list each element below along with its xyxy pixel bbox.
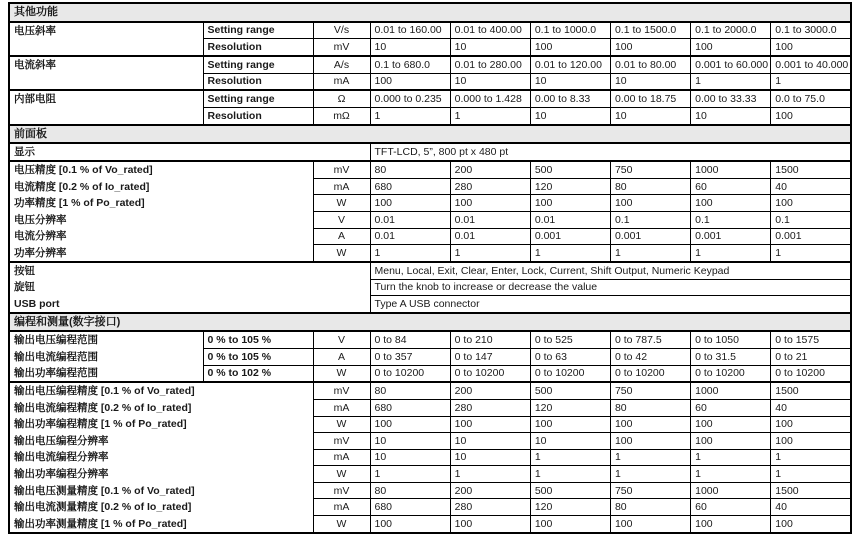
value-cell: 0.01 xyxy=(530,212,610,229)
param-label: 输出电流编程精度 [0.2 % of Io_rated] xyxy=(9,400,313,417)
param-label: 按钮 xyxy=(9,262,370,279)
unit-cell: mV xyxy=(313,433,370,450)
value-cell: 1 xyxy=(450,108,530,125)
param-label: 旋钮 xyxy=(9,279,370,296)
section-header: 其他功能 xyxy=(9,3,851,22)
value-cell: 100 xyxy=(771,433,851,450)
value-cell: 0.00 to 18.75 xyxy=(610,90,690,107)
value-cell: 0.00 to 33.33 xyxy=(691,90,771,107)
sub-label: Setting range xyxy=(203,22,313,39)
value-cell: 200 xyxy=(450,482,530,499)
unit-cell: mA xyxy=(313,449,370,466)
unit-cell: mV xyxy=(313,382,370,399)
value-cell: 100 xyxy=(530,195,610,212)
value-cell: 1 xyxy=(691,245,771,262)
section-header: 前面板 xyxy=(9,125,851,144)
value-cell: 80 xyxy=(370,382,450,399)
value-cell: 10 xyxy=(370,449,450,466)
value-cell: 0.0 to 75.0 xyxy=(771,90,851,107)
value-cell: 60 xyxy=(691,499,771,516)
param-label: 输出功率编程分辨率 xyxy=(9,466,313,483)
value-cell: 750 xyxy=(610,161,690,178)
param-label: 输出电压编程范围 xyxy=(9,331,203,348)
value-cell: 0.1 xyxy=(691,212,771,229)
spec-row xyxy=(9,400,851,417)
unit-cell: mA xyxy=(313,400,370,417)
value-cell: 0 to 147 xyxy=(450,349,530,366)
value-cell: 1 xyxy=(771,73,851,90)
value-cell: 0.1 to 680.0 xyxy=(370,56,450,73)
unit-cell: W xyxy=(313,365,370,382)
value-cell: 0.1 to 1500.0 xyxy=(610,22,690,39)
section-row xyxy=(9,313,851,332)
value-cell: 200 xyxy=(450,161,530,178)
unit-cell: mΩ xyxy=(313,108,370,125)
value-cell: 0.001 xyxy=(691,228,771,245)
value-cell: 1 xyxy=(610,245,690,262)
param-label: 输出电压编程精度 [0.1 % of Vo_rated] xyxy=(9,382,313,399)
unit-cell: mV xyxy=(313,161,370,178)
param-label: 功率精度 [1 % of Po_rated] xyxy=(9,195,313,212)
value-cell: 0 to 210 xyxy=(450,331,530,348)
value-cell: 0.1 to 1000.0 xyxy=(530,22,610,39)
spec-row xyxy=(9,449,851,466)
value-cell: 0.01 xyxy=(450,228,530,245)
value-cell: 750 xyxy=(610,482,690,499)
value-cell: 80 xyxy=(610,400,690,417)
param-label: 输出功率测量精度 [1 % of Po_rated] xyxy=(9,515,313,533)
spec-row xyxy=(9,143,851,161)
value-cell: 0.01 xyxy=(450,212,530,229)
value-cell: 100 xyxy=(530,39,610,56)
spec-row xyxy=(9,382,851,399)
sub-label: 0 % to 105 % xyxy=(203,331,313,348)
value-cell: 100 xyxy=(610,195,690,212)
section-row xyxy=(9,3,851,22)
unit-cell: W xyxy=(313,515,370,533)
value-cell: 280 xyxy=(450,178,530,195)
unit-cell: mV xyxy=(313,482,370,499)
value-cell: 80 xyxy=(370,482,450,499)
param-label: 输出电流编程分辨率 xyxy=(9,449,313,466)
value-cell: 100 xyxy=(610,515,690,533)
value-cell: 1 xyxy=(610,449,690,466)
value-cell: 0 to 10200 xyxy=(691,365,771,382)
section-header: 编程和测量(数字接口) xyxy=(9,313,851,332)
spec-row xyxy=(9,499,851,516)
sub-label: 0 % to 102 % xyxy=(203,365,313,382)
value-cell: 100 xyxy=(771,108,851,125)
value-cell: 100 xyxy=(450,515,530,533)
sub-label: Resolution xyxy=(203,39,313,56)
value-cell: 1 xyxy=(370,108,450,125)
param-label: 输出电流测量精度 [0.2 % of Io_rated] xyxy=(9,499,313,516)
value-cell: 1 xyxy=(610,466,690,483)
spec-row xyxy=(9,433,851,450)
spec-row xyxy=(9,22,851,39)
value-cell: 0 to 10200 xyxy=(530,365,610,382)
value-cell: 750 xyxy=(610,382,690,399)
value-cell: 100 xyxy=(610,39,690,56)
value-cell: 60 xyxy=(691,178,771,195)
value-cell: 1 xyxy=(370,245,450,262)
value-cell: 0 to 10200 xyxy=(771,365,851,382)
sub-label: Resolution xyxy=(203,73,313,90)
value-cell: 80 xyxy=(610,178,690,195)
value-cell: 100 xyxy=(450,416,530,433)
value-cell: 0.01 to 120.00 xyxy=(530,56,610,73)
value-cell: 0.001 to 40.000 xyxy=(771,56,851,73)
value-cell: 1 xyxy=(530,245,610,262)
unit-cell: mA xyxy=(313,499,370,516)
value-cell: 0.01 xyxy=(370,228,450,245)
value-cell: 0.1 to 3000.0 xyxy=(771,22,851,39)
value-cell: 500 xyxy=(530,382,610,399)
value-cell: 100 xyxy=(691,433,771,450)
value-cell: 0.001 xyxy=(610,228,690,245)
spec-row xyxy=(9,279,851,296)
value-cell: 100 xyxy=(771,195,851,212)
value-cell: Turn the knob to increase or decrease the value xyxy=(370,279,851,296)
param-label: 输出电流编程范围 xyxy=(9,349,203,366)
value-cell: Menu, Local, Exit, Clear, Enter, Lock, Current, Shift Output, Numeric Keypad xyxy=(370,262,851,279)
param-label: 电流精度 [0.2 % of Io_rated] xyxy=(9,178,313,195)
value-cell: 1500 xyxy=(771,482,851,499)
spec-row xyxy=(9,161,851,178)
value-cell: 100 xyxy=(530,515,610,533)
spec-row xyxy=(9,482,851,499)
value-cell: 100 xyxy=(691,416,771,433)
value-cell: 100 xyxy=(610,416,690,433)
param-label: 输出功率编程范围 xyxy=(9,365,203,382)
param-label: 显示 xyxy=(9,143,370,161)
value-cell: 1500 xyxy=(771,161,851,178)
spec-row xyxy=(9,228,851,245)
unit-cell: V/s xyxy=(313,22,370,39)
value-cell: 120 xyxy=(530,499,610,516)
unit-cell: mA xyxy=(313,73,370,90)
param-label: 电压分辨率 xyxy=(9,212,313,229)
spec-row xyxy=(9,466,851,483)
spec-row xyxy=(9,245,851,262)
param-label: 输出功率编程精度 [1 % of Po_rated] xyxy=(9,416,313,433)
value-cell: 40 xyxy=(771,178,851,195)
value-cell: 0 to 787.5 xyxy=(610,331,690,348)
value-cell: 0 to 21 xyxy=(771,349,851,366)
value-cell: 10 xyxy=(530,73,610,90)
value-cell: 0 to 1575 xyxy=(771,331,851,348)
value-cell: 10 xyxy=(450,449,530,466)
unit-cell: W xyxy=(313,245,370,262)
value-cell: 1 xyxy=(691,466,771,483)
value-cell: 100 xyxy=(370,416,450,433)
param-label: 电流分辨率 xyxy=(9,228,313,245)
spec-row xyxy=(9,296,851,313)
value-cell: 100 xyxy=(691,515,771,533)
value-cell: 680 xyxy=(370,178,450,195)
value-cell: 100 xyxy=(691,39,771,56)
param-label: 电压斜率 xyxy=(9,22,203,56)
sub-label: Setting range xyxy=(203,56,313,73)
value-cell: 10 xyxy=(610,73,690,90)
spec-row xyxy=(9,416,851,433)
value-cell: 1 xyxy=(771,245,851,262)
value-cell: 10 xyxy=(610,108,690,125)
value-cell: 10 xyxy=(370,39,450,56)
value-cell: 120 xyxy=(530,400,610,417)
value-cell: 0.000 to 0.235 xyxy=(370,90,450,107)
value-cell: 40 xyxy=(771,400,851,417)
value-cell: 0.01 xyxy=(370,212,450,229)
value-cell: 0.1 xyxy=(771,212,851,229)
value-cell: TFT-LCD, 5”, 800 pt x 480 pt xyxy=(370,143,851,161)
value-cell: 100 xyxy=(771,515,851,533)
value-cell: 1000 xyxy=(691,382,771,399)
unit-cell: A xyxy=(313,349,370,366)
param-label: USB port xyxy=(9,296,370,313)
value-cell: 200 xyxy=(450,382,530,399)
value-cell: 0 to 357 xyxy=(370,349,450,366)
value-cell: 0 to 10200 xyxy=(450,365,530,382)
value-cell: 80 xyxy=(370,161,450,178)
value-cell: 1 xyxy=(370,466,450,483)
value-cell: 80 xyxy=(610,499,690,516)
unit-cell: A xyxy=(313,228,370,245)
unit-cell: V xyxy=(313,331,370,348)
unit-cell: W xyxy=(313,466,370,483)
value-cell: 1 xyxy=(530,449,610,466)
value-cell: 1 xyxy=(530,466,610,483)
value-cell: 0 to 63 xyxy=(530,349,610,366)
spec-table xyxy=(8,2,852,534)
value-cell: 0.01 to 160.00 xyxy=(370,22,450,39)
value-cell: 1 xyxy=(450,466,530,483)
value-cell: 0 to 84 xyxy=(370,331,450,348)
value-cell: 100 xyxy=(771,416,851,433)
spec-row xyxy=(9,195,851,212)
value-cell: 280 xyxy=(450,499,530,516)
value-cell: 1 xyxy=(450,245,530,262)
param-label: 输出电压编程分辨率 xyxy=(9,433,313,450)
value-cell: 0.1 to 2000.0 xyxy=(691,22,771,39)
sub-label: 0 % to 105 % xyxy=(203,349,313,366)
value-cell: 0.01 to 280.00 xyxy=(450,56,530,73)
sub-label: Setting range xyxy=(203,90,313,107)
value-cell: 1 xyxy=(771,449,851,466)
value-cell: 0.000 to 1.428 xyxy=(450,90,530,107)
value-cell: 0.01 to 400.00 xyxy=(450,22,530,39)
spec-row xyxy=(9,331,851,348)
value-cell: 0 to 525 xyxy=(530,331,610,348)
value-cell: 100 xyxy=(370,515,450,533)
unit-cell: V xyxy=(313,212,370,229)
value-cell: 0.001 to 60.000 xyxy=(691,56,771,73)
value-cell: 120 xyxy=(530,178,610,195)
value-cell: 1 xyxy=(691,73,771,90)
value-cell: 0 to 31.5 xyxy=(691,349,771,366)
unit-cell: W xyxy=(313,195,370,212)
unit-cell: A/s xyxy=(313,56,370,73)
unit-cell: W xyxy=(313,416,370,433)
value-cell: 100 xyxy=(771,39,851,56)
value-cell: 1500 xyxy=(771,382,851,399)
value-cell: 500 xyxy=(530,161,610,178)
spec-row xyxy=(9,56,851,73)
value-cell: 100 xyxy=(450,195,530,212)
section-row xyxy=(9,125,851,144)
value-cell: 1 xyxy=(691,449,771,466)
param-label: 电流斜率 xyxy=(9,56,203,90)
value-cell: 680 xyxy=(370,400,450,417)
value-cell: 0.001 xyxy=(771,228,851,245)
unit-cell: Ω xyxy=(313,90,370,107)
value-cell: 60 xyxy=(691,400,771,417)
value-cell: 0 to 10200 xyxy=(370,365,450,382)
value-cell: 0 to 42 xyxy=(610,349,690,366)
value-cell: 0 to 10200 xyxy=(610,365,690,382)
value-cell: 10 xyxy=(530,433,610,450)
param-label: 电压精度 [0.1 % of Vo_rated] xyxy=(9,161,313,178)
spec-row xyxy=(9,515,851,533)
value-cell: 10 xyxy=(530,108,610,125)
value-cell: 280 xyxy=(450,400,530,417)
value-cell: 0.00 to 8.33 xyxy=(530,90,610,107)
spec-row xyxy=(9,90,851,107)
value-cell: 1 xyxy=(771,466,851,483)
value-cell: Type A USB connector xyxy=(370,296,851,313)
value-cell: 0 to 1050 xyxy=(691,331,771,348)
value-cell: 40 xyxy=(771,499,851,516)
spec-row xyxy=(9,212,851,229)
value-cell: 10 xyxy=(691,108,771,125)
value-cell: 100 xyxy=(370,73,450,90)
value-cell: 100 xyxy=(691,195,771,212)
param-label: 输出电压测量精度 [0.1 % of Vo_rated] xyxy=(9,482,313,499)
unit-cell: mV xyxy=(313,39,370,56)
sub-label: Resolution xyxy=(203,108,313,125)
value-cell: 100 xyxy=(370,195,450,212)
spec-row xyxy=(9,349,851,366)
value-cell: 10 xyxy=(370,433,450,450)
value-cell: 0.01 to 80.00 xyxy=(610,56,690,73)
value-cell: 1000 xyxy=(691,161,771,178)
unit-cell: mA xyxy=(313,178,370,195)
value-cell: 680 xyxy=(370,499,450,516)
spec-row xyxy=(9,365,851,382)
value-cell: 10 xyxy=(450,39,530,56)
value-cell: 10 xyxy=(450,73,530,90)
spec-row xyxy=(9,262,851,279)
value-cell: 100 xyxy=(530,416,610,433)
value-cell: 0.1 xyxy=(610,212,690,229)
value-cell: 500 xyxy=(530,482,610,499)
value-cell: 1000 xyxy=(691,482,771,499)
param-label: 功率分辨率 xyxy=(9,245,313,262)
param-label: 内部电阻 xyxy=(9,90,203,124)
value-cell: 0.001 xyxy=(530,228,610,245)
spec-row xyxy=(9,178,851,195)
value-cell: 100 xyxy=(610,433,690,450)
value-cell: 10 xyxy=(450,433,530,450)
